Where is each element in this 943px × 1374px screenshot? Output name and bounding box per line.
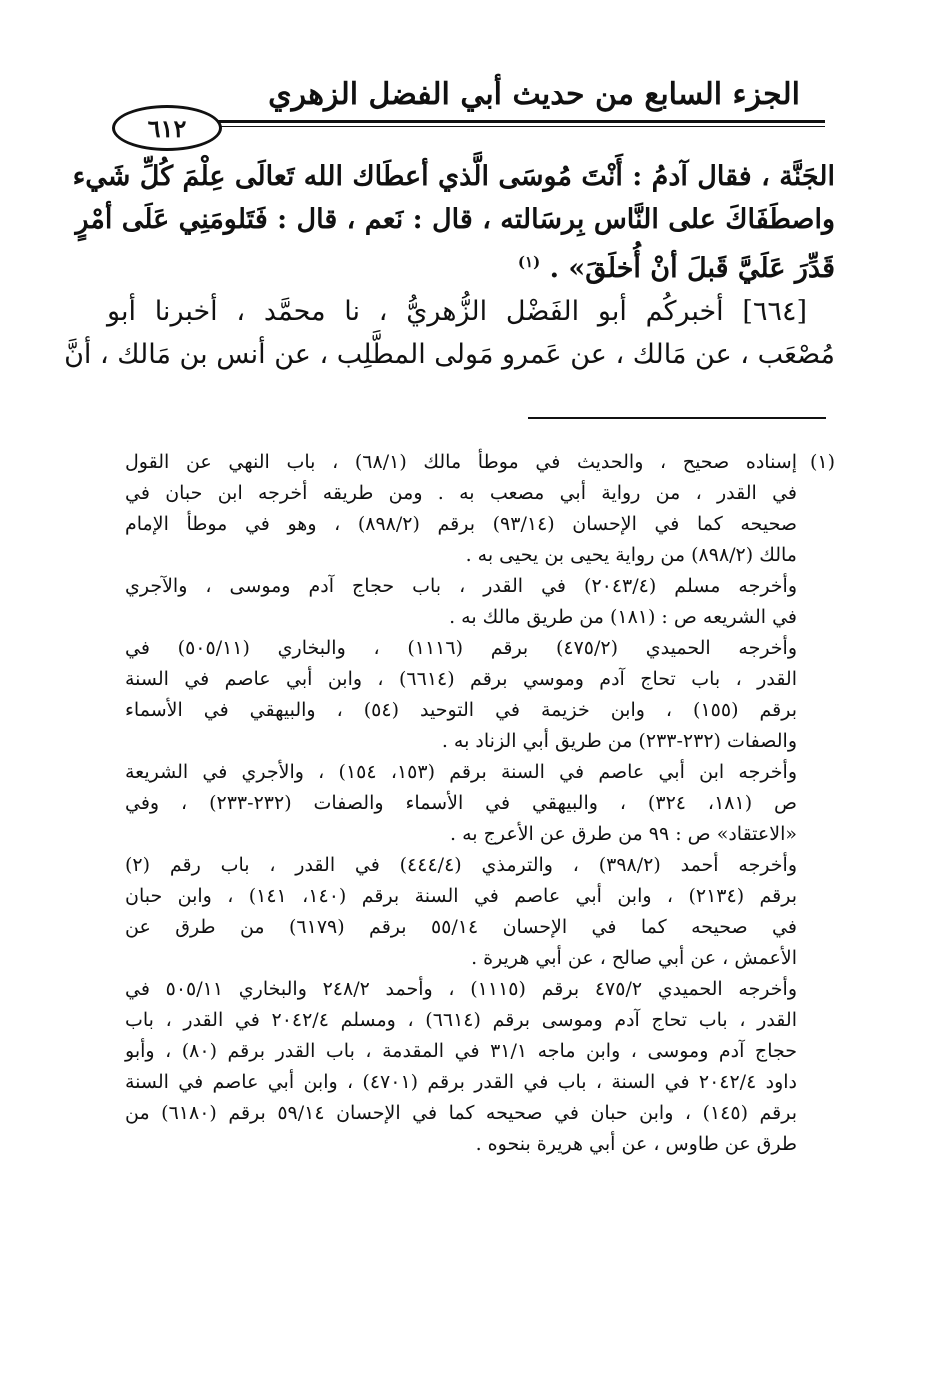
main-text-line: قَدِّرَ عَلَيَّ قَبلَ أنْ أُخلَقَ» . [540, 253, 835, 284]
footnote-line: برقم (١٥٥) ، وابن خزيمة في التوحيد (٥٤) ، والبيهقي في الأسماء [125, 699, 798, 721]
footnote-line: وأخرجه أحمد (٣٩٨/٢) ، والترمذي (٤٤٤/٤) في القدر ، باب رقم (٢) [125, 854, 797, 876]
footnote-marker: (١) [809, 451, 835, 473]
header-rule [200, 120, 825, 123]
footnotes [125, 447, 835, 1160]
footnote-1 [125, 447, 835, 478]
page-number: ٦١٢ [147, 113, 187, 143]
footnote-line: «الاعتقاد» ص : ٩٩ من طرق عن الأعرج به . [450, 823, 797, 845]
footnote-line: في الشريعه ص : (١٨١) من طريق مالك به . [449, 606, 797, 628]
main-text [64, 155, 835, 376]
footnote-line: طرق عن طاوس ، عن أبي هريرة بنحوه . [475, 1133, 797, 1155]
hadith-line: [٦٦٤] أخبركُم أبو الفَضْل الزُّهريُّ ، نا محمَّد ، أخبرنا أبو [107, 296, 807, 327]
footnote-line: ص (١٨١، ٣٢٤) ، والبيهقي في الأسماء والصفات (٢٣٢-٢٣٣) ، وفي [125, 792, 798, 814]
header-rule-thin [200, 126, 825, 127]
footnote-line: برقم (١٤٥) ، وابن حبان في صحيحه كما في الإحسان ٥٩/١٤ برقم (٦١٨٠) من [125, 1102, 798, 1124]
footnote-reference[interactable]: (١) [517, 253, 541, 271]
main-text-line: الجَنَّة ، فقال آدمُ : أَنْتَ مُوسَى الَّذي أعطَاك الله تَعالَى عِلْمَ كُلِّ شَيء [72, 161, 835, 192]
footnote-line: برقم (٢١٣٤) ، وابن أبي عاصم في السنة برقم (١٤٠، ١٤١) ، وابن حبان [125, 885, 798, 907]
main-text-line: واصطَفَاكَ على النَّاس بِرسَالته ، قال : نَعم ، قال : فَتَلومَنِي عَلَى أمْرٍ [75, 204, 835, 235]
footnote-line: في صحيحه كما في الإحسان ٥٥/١٤ برقم (٦١٧٩) من طرق عن [125, 916, 797, 938]
footnote-line: صحيحه كما في الإحسان (٩٣/١٤) برقم (٨٩٨/٢) ، وهو في موطأ الإمام [125, 513, 797, 535]
footnote-line: مالك (٨٩٨/٢) من رواية يحيى بن يحيى به . [465, 544, 797, 566]
footnote-line: إسناده صحيح ، والحديث في موطأ مالك (٦٨/١) ، باب النهي عن القول [125, 451, 797, 473]
page-number-badge [112, 105, 222, 151]
footnote-line: وأخرجه ابن أبي عاصم في السنة برقم (١٥٣، ١٥٤) ، والأجري في الشريعة [125, 761, 798, 783]
footnote-line: وأخرجه مسلم (٢٠٤٣/٤) في القدر ، باب حجاج آدم وموسى ، والآجري [125, 575, 798, 597]
footnote-line: الأعمش ، عن أبي صالح ، عن أبي هريرة . [471, 947, 797, 969]
footnote-line: حجاج آدم وموسى ، وابن ماجه ٣١/١ في المقدمة ، باب القدر برقم (٨٠) ، وأبو [125, 1040, 797, 1062]
footnote-separator [528, 417, 826, 419]
footnote-line: وأخرجه الحميدي ٤٧٥/٢ برقم (١١١٥) ، وأحمد ٢٤٨/٢ والبخاري ٥٠٥/١١ في [125, 978, 797, 1000]
hadith-line: مُصْعَب ، عن مَالك ، عن عَمرو مَولى المطَّلِب ، عن أنس بن مَالك ، أنَّ [64, 339, 835, 370]
main-text-line-with-ref [107, 241, 835, 290]
footnote-line: والصفات (٢٣٢-٢٣٣) من طريق أبي الزناد به . [441, 730, 797, 752]
footnote-line: القدر ، باب تحاج آدم وموسي برقم (٦٦١٤) ، وابن أبي عاصم في السنة [125, 668, 797, 690]
running-title: الجزء السابع من حديث أبي الفضل الزهري [268, 77, 800, 112]
footnote-line: في القدر ، من رواية أبي مصعب به . ومن طريقه أخرجه ابن حبان في [125, 482, 797, 504]
footnote-line: القدر ، باب تحاج آدم وموسى برقم (٦٦١٤) ، ومسلم ٢٠٤٢/٤ في القدر ، باب [125, 1009, 797, 1031]
footnote-line: داود ٢٠٤٢/٤ في السنة ، باب في القدر برقم (٤٧٠١) ، وابن أبي عاصم في السنة [125, 1071, 797, 1093]
footnote-line: وأخرجه الحميدي (٤٧٥/٢) برقم (١١١٦) ، والبخاري (٥٠٥/١١) في [125, 637, 797, 659]
